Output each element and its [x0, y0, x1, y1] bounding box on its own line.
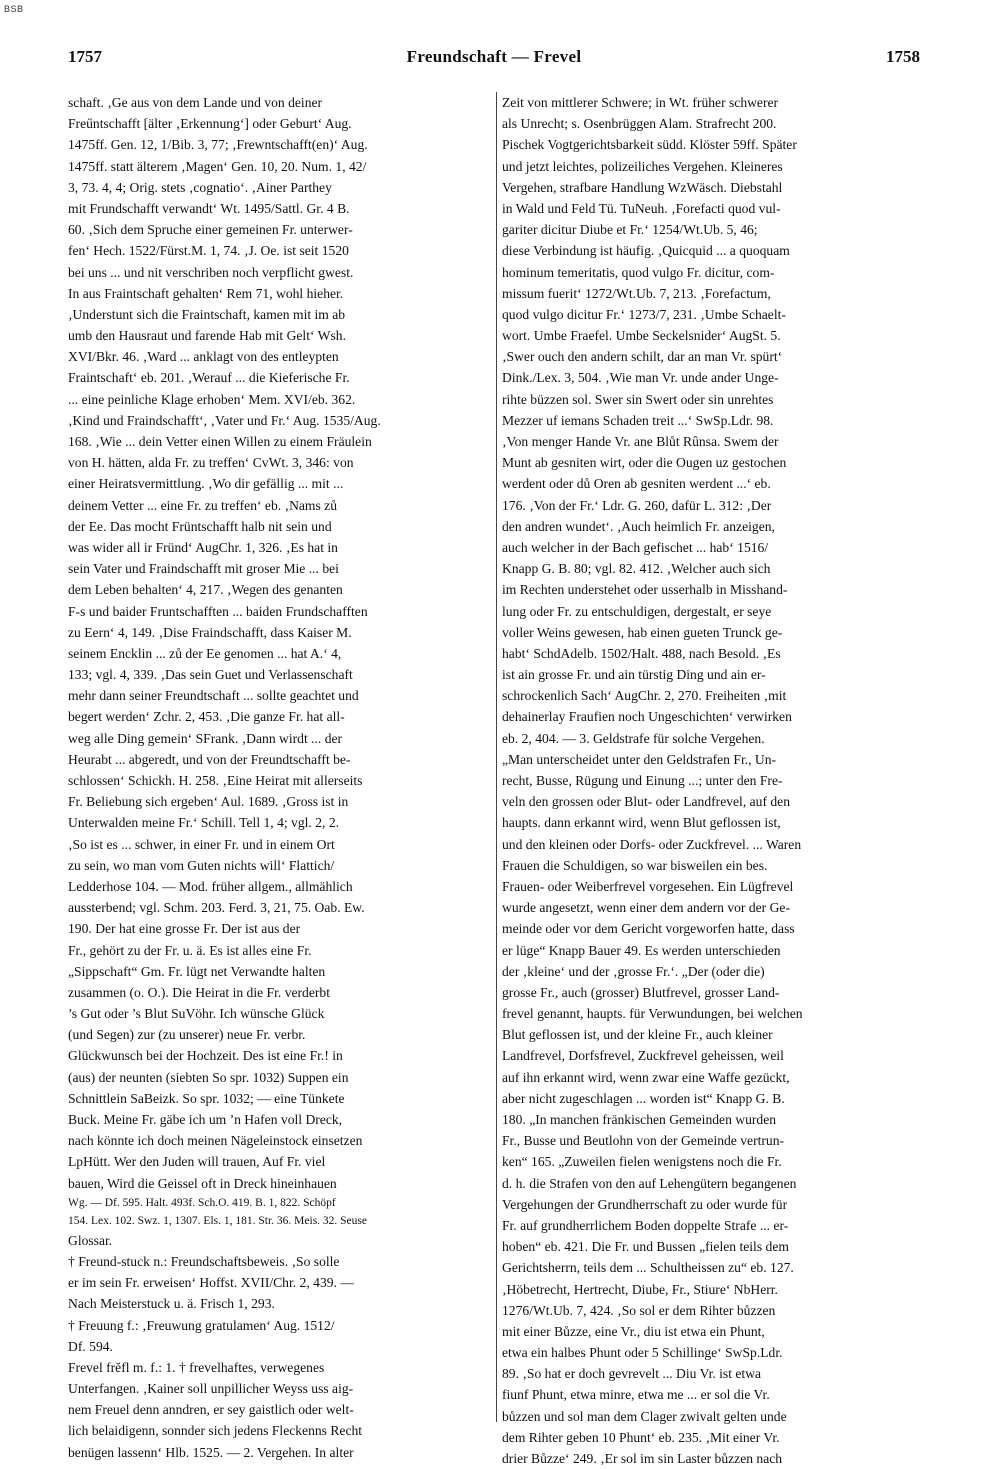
- text-line: 190. Der hat eine grosse Fr. Der ist aus der: [68, 921, 301, 937]
- text-line: meinde oder vor dem Gericht vorgeworfen hatte, dass: [502, 921, 795, 937]
- text-line: der ‚kleine‘ und der ‚grosse Fr.‘. „Der (oder die): [502, 963, 765, 979]
- text-line: rihte büzzen sol. Swer sin Swert oder sin unrehtes: [502, 391, 774, 407]
- text-line: habt‘ SchdAdelb. 1502/Halt. 488, nach Besold. ‚Es: [502, 645, 781, 661]
- text-line: (und Segen) zur (zu unserer) neue Fr. verbr.: [68, 1027, 306, 1043]
- text-line: „Man unterscheidet unter den Geldstrafen Fr., Un-: [502, 751, 777, 767]
- text-line: 133; vgl. 4, 339. ‚Das sein Guet und Verlassenschaft: [68, 667, 353, 683]
- text-line: † Freund-stuck n.: Freundschaftsbeweis. ‚So solle: [68, 1253, 340, 1269]
- text-line: 89. ‚So hat er doch gevrevelt ... Diu Vr. ist etwa: [502, 1366, 762, 1382]
- text-line: zu sein, wo man vom Guten nichts will‘ Flattich/: [68, 857, 335, 873]
- text-line: F-s und baider Fruntschafften ... baiden Frundschafften: [68, 603, 368, 619]
- text-line: fiunf Phunt, etwa minre, etwa me ... er sol die Vr.: [502, 1387, 770, 1403]
- text-line: Glückwunsch bei der Hochzeit. Des ist eine Fr.! in: [68, 1048, 343, 1064]
- text-line: werdent oder dů Oren ab gesniten werdent ...‘ eb.: [502, 476, 771, 492]
- text-line: Wg. — Df. 595. Halt. 493f. Sch.O. 419. B. 1, 822. Schöpf: [68, 1196, 336, 1209]
- text-line: wurde angesetzt, wenn einer dem andern vor der Ge-: [502, 900, 790, 916]
- text-line: 1276/Wt.Ub. 7, 424. ‚So sol er dem Rihter bůzzen: [502, 1302, 776, 1318]
- text-line: zusammen (o. O.). Die Heirat in die Fr. verderbt: [68, 984, 330, 1000]
- text-line: Knapp G. B. 80; vgl. 82. 412. ‚Welcher auch sich: [502, 561, 771, 577]
- text-line: 1475ff. Gen. 12, 1/Bib. 3, 77; ‚Frewntschafft(en)‘ Aug.: [68, 137, 368, 153]
- text-line: ken“ 165. „Zuweilen fielen wenigstens noch die Fr.: [502, 1154, 782, 1170]
- text-line: ‚Von menger Hande Vr. ane Blůt Rûnsa. Swem der: [502, 434, 779, 449]
- text-line: 60. ‚Sich dem Spruche einer gemeinen Fr. unterwer-: [68, 222, 353, 238]
- text-line: begert werden‘ Zchr. 2, 453. ‚Die ganze Fr. hat all-: [68, 709, 345, 725]
- text-line: ‚Understunt sich die Fraintschaft, kamen mit im ab: [68, 306, 346, 322]
- text-line: der Ee. Das mocht Früntschafft halb nit sein und: [68, 518, 332, 534]
- text-line: in Wald und Feld Tü. TuNeuh. ‚Forefacti quod vul-: [502, 200, 781, 216]
- text-line: den andren wundet‘. ‚Auch heimlich Fr. anzeigen,: [502, 518, 775, 534]
- left-column: [68, 92, 492, 1463]
- text-line: Df. 594.: [68, 1338, 113, 1354]
- text-line: zu Eern‘ 4, 149. ‚Dise Fraindschafft, dass Kaiser M.: [68, 624, 352, 640]
- text-line: lich belaidigenn, sonnder sich jedens Fleckenns Recht: [68, 1423, 363, 1439]
- library-stamp: BSB: [4, 4, 24, 14]
- text-line: Ledderhose 104. — Mod. früher allgem., allmählich: [68, 878, 353, 894]
- right-column: [502, 92, 926, 1469]
- text-line: 168. ‚Wie ... dein Vetter einen Willen zu einem Fräulein: [68, 434, 372, 449]
- text-line: Frevel frĕfl m. f.: 1. † frevelhaftes, verwegenes: [68, 1359, 325, 1375]
- left-page-number: 1757: [68, 47, 102, 66]
- text-line: dem Rihter geben 10 Phunt‘ eb. 235. ‚Mit einer Vr.: [502, 1429, 780, 1445]
- text-line: aber nicht zugeschlagen ... worden ist“ Knapp G. B.: [502, 1090, 785, 1106]
- text-line: ‚Swer ouch den andern schilt, dar an man Vr. spürt‘: [502, 349, 783, 365]
- text-line: Zeit von mittlerer Schwere; in Wt. früher schwerer: [502, 95, 779, 110]
- text-line: Dink./Lex. 3, 504. ‚Wie man Vr. unde ander Unge-: [502, 370, 779, 386]
- text-line: haupts. dann erkannt wird, wenn Blut geflossen ist,: [502, 815, 781, 831]
- text-line: mehr dann seiner Freundtschaft ... sollte geachtet und: [68, 688, 359, 704]
- text-line: Fr. auf grundherrlichem Boden doppelte Strafe ... er-: [502, 1217, 789, 1233]
- text-line: und jetzt leichtes, polizeiliches Vergehen. Kleineres: [502, 158, 783, 174]
- text-line: Frauen die Schuldigen, so war bisweilen ein bes.: [502, 857, 768, 873]
- text-line: Vergehen, strafbare Handlung WzWäsch. Diebstahl: [502, 179, 783, 195]
- text-line: Mezzer uf iemans Schaden treit ...‘ SwSp.Ldr. 98.: [502, 412, 774, 428]
- text-line: einer Heiratsvermittlung. ‚Wo dir gefällig ... mit ...: [68, 476, 344, 492]
- text-line: bei uns ... und nit verschriben noch verpflicht gwest.: [68, 264, 354, 280]
- text-line: nach könnte ich doch meinen Nägeleinstock einsetzen: [68, 1133, 363, 1149]
- text-line: seinem Encklin ... zů der Ee genomen ... hat A.‘ 4,: [68, 645, 342, 661]
- text-line: bůzzen und sol man dem Clager zwivalt gelten unde: [502, 1408, 787, 1424]
- text-line: auch welcher in der Bach gefischet ... hab‘ 1516/: [502, 539, 769, 555]
- text-line: Unterfangen. ‚Kainer soll unpillicher Weyss uss aig-: [68, 1381, 354, 1397]
- text-line: und den kleinen oder Dorfs- oder Zuckfrevel. ... Waren: [502, 836, 802, 852]
- page-header: [68, 42, 920, 72]
- text-line: 176. ‚Von der Fr.‘ Ldr. G. 260, dafür L. 312: ‚Der: [502, 497, 772, 513]
- text-line: ist ain grosse Fr. und ain türstig Ding und ain er-: [502, 667, 766, 683]
- text-line: schlossen‘ Schickh. H. 258. ‚Eine Heirat mit allerseits: [68, 773, 363, 788]
- text-line: lung oder Fr. zu entschuldigen, dergestalt, er seye: [502, 603, 772, 619]
- text-line: Fr., Busse und Beutlohn von der Gemeinde vertrun-: [502, 1133, 785, 1149]
- text-line: 3, 73. 4, 4; Orig. stets ‚cognatio‘. ‚Ainer Parthey: [68, 179, 332, 195]
- text-line: Blut geflossen ist, und der kleine Fr., auch kleiner: [502, 1027, 773, 1043]
- dictionary-columns: [68, 92, 920, 1466]
- text-line: ... eine peinliche Klage erhoben‘ Mem. XVI/eb. 362.: [68, 391, 356, 407]
- text-line: veln den grossen oder Blut- oder Landfrevel, auf den: [502, 794, 791, 810]
- text-line: quod vulgo dicitur Fr.‘ 1273/7, 231. ‚Umbe Schaelt-: [502, 306, 786, 322]
- text-line: im Rechten understehet oder usserhalb in Misshand-: [502, 582, 788, 598]
- text-line: diese Verbindung ist häufig. ‚Quicquid ... a quoquam: [502, 243, 790, 259]
- text-line: fen‘ Hech. 1522/Fürst.M. 1, 74. ‚J. Oe. ist seit 1520: [68, 243, 349, 259]
- text-line: wort. Umbe Fraefel. Umbe Seckelsnider‘ AugSt. 5.: [502, 328, 781, 344]
- text-line: Pischek Vogtgerichtsbarkeit südd. Klöster 59ff. Später: [502, 137, 797, 153]
- text-line: recht, Busse, Rügung und Einung ...; unter den Fre-: [502, 773, 783, 788]
- text-line: mit einer Bůzze, eine Vr., diu ist etwa ein Phunt,: [502, 1323, 765, 1339]
- text-line: ‚Höbetrecht, Hertrecht, Diube, Fr., Stiure‘ NbHerr.: [502, 1281, 778, 1297]
- text-line: hoben“ eb. 421. Die Fr. und Bussen „fielen teils dem: [502, 1239, 789, 1255]
- text-line: als Unrecht; s. Osenbrüggen Alam. Strafrecht 200.: [502, 116, 777, 132]
- text-line: bauen, Wird die Geissel oft in Dreck hineinhauen: [68, 1175, 337, 1191]
- text-line: was wider all ir Fründ‘ AugChr. 1, 326. ‚Es hat in: [68, 539, 338, 555]
- text-line: deinem Vetter ... eine Fr. zu treffen‘ eb. ‚Nams zů: [68, 497, 338, 513]
- text-line: hominum temeritatis, quod vulgo Fr. dicitur, com-: [502, 264, 775, 280]
- text-line: (aus) der neunten (siebten So spr. 1032) Suppen ein: [68, 1069, 349, 1085]
- text-line: voller Weins gewesen, hab einen gueten Trunck ge-: [502, 624, 783, 640]
- text-line: grosse Fr., auch (grosser) Blutfrevel, grosser Land-: [502, 984, 780, 1000]
- text-line: Fr., gehört zu der Fr. u. ä. Es ist alles eine Fr.: [68, 942, 312, 958]
- text-line: Vergehungen der Grundherrschaft zu oder wurde für: [502, 1196, 788, 1212]
- text-line: Munt ab gesniten wirt, oder die Ougen uz gestochen: [502, 455, 787, 471]
- right-page-number: 1758: [886, 47, 920, 66]
- text-line: nem Freuel denn anndren, er sey gaistlich oder welt-: [68, 1402, 354, 1418]
- text-line: d. h. die Strafen von den auf Lehengütern begangenen: [502, 1175, 797, 1191]
- text-line: 154. Lex. 102. Swz. 1, 1307. Els. 1, 181. Str. 36. Meis. 32. Seuse: [68, 1214, 367, 1227]
- text-line: 180. „In manchen fränkischen Gemeinden wurden: [502, 1112, 777, 1127]
- text-line: Fr. Beliebung sich ergeben‘ Aul. 1689. ‚Gross ist in: [68, 794, 349, 810]
- text-line: ‚So ist es ... schwer, in einer Fr. und in einem Ort: [68, 836, 335, 852]
- text-line: ‚Kind und Fraindschafft‘, ‚Vater und Fr.‘ Aug. 1535/Aug.: [68, 412, 381, 428]
- text-line: LpHütt. Wer den Juden will trauen, Auf Fr. viel: [68, 1154, 326, 1170]
- text-line: Nach Meisterstuck u. ä. Frisch 1, 293.: [68, 1296, 275, 1312]
- text-line: In aus Fraintschaft gehalten‘ Rem 71, wohl hieher.: [68, 285, 344, 301]
- text-line: umb den Hausraut und farende Hab mit Gelt‘ Wsh.: [68, 328, 346, 344]
- text-line: 1475ff. statt älterem ‚Magen‘ Gen. 10, 20. Num. 1, 42/: [68, 158, 367, 174]
- text-line: Landfrevel, Dorfsfrevel, Zuckfrevel geheissen, weil: [502, 1048, 784, 1064]
- text-line: missum fuerit‘ 1272/Wt.Ub. 7, 213. ‚Forefactum,: [502, 285, 771, 301]
- text-line: Glossar.: [68, 1232, 113, 1248]
- text-line: schaft. ‚Ge aus von dem Lande und von deiner: [68, 95, 323, 110]
- text-line: Buck. Meine Fr. gäbe ich um ’n Hafen voll Dreck,: [68, 1112, 343, 1127]
- text-line: drier Bůzze‘ 249. ‚Er sol im sin Laster bůzzen nach: [502, 1451, 783, 1466]
- text-line: er lüge“ Knapp Bauer 49. Es werden unterschieden: [502, 942, 781, 958]
- text-line: er im sein Fr. erweisen‘ Hoffst. XVII/Chr. 2, 439. —: [68, 1275, 354, 1291]
- text-line: benügen lassenn‘ Hlb. 1525. — 2. Vergehen. In alter: [68, 1444, 354, 1460]
- text-line: aussterbend; vgl. Schm. 203. Ferd. 3, 21, 75. Oab. Ew.: [68, 900, 365, 916]
- text-line: dem Leben behalten‘ 4, 217. ‚Wegen des genanten: [68, 582, 343, 598]
- column-rule: [496, 92, 497, 1422]
- text-line: Heurabt ... abgeredt, und von der Freundtschafft be-: [68, 751, 351, 767]
- text-line: gariter dicitur Diube et Fr.‘ 1254/Wt.Ub. 5, 46;: [502, 222, 758, 238]
- text-line: Frauen- oder Weiberfrevel vorgesehen. Ein Lügfrevel: [502, 878, 794, 894]
- text-line: Gerichtsherrn, teils dem ... Schultheissen zu“ eb. 127.: [502, 1260, 794, 1276]
- text-line: von H. hätten, alda Fr. zu treffen‘ CvWt. 3, 346: von: [68, 455, 354, 471]
- text-line: Unterwalden meine Fr.‘ Schill. Tell 1, 4; vgl. 2, 2.: [68, 815, 340, 831]
- text-line: Fraintschaft‘ eb. 201. ‚Werauf ... die Kieferische Fr.: [68, 370, 350, 386]
- text-line: mit Frundschafft verwandt‘ Wt. 1495/Sattl. Gr. 4 B.: [68, 200, 350, 216]
- text-line: XVI/Bkr. 46. ‚Ward ... anklagt von des entleypten: [68, 349, 339, 365]
- text-line: Schnittlein SaBeizk. So spr. 1032; — eine Tünkete: [68, 1090, 345, 1106]
- text-line: auf ihn erkannt wird, wenn zwar eine Waffe gezückt,: [502, 1069, 790, 1085]
- text-line: eb. 2, 404. — 3. Geldstrafe für solche Vergehen.: [502, 730, 765, 746]
- text-line: ’s Gut oder ’s Blut SuVöhr. Ich wünsche Glück: [68, 1006, 325, 1022]
- text-line: schrockenlich Sach‘ AugChr. 2, 270. Freiheiten ‚mit: [502, 688, 787, 704]
- text-line: weg alle Ding gemein‘ SFrank. ‚Dann wirdt ... der: [68, 730, 343, 746]
- text-line: „Sippschaft“ Gm. Fr. lügt net Verwandte halten: [68, 963, 326, 979]
- text-line: sein Vater und Fraindschafft mit groser Mie ... bei: [68, 561, 339, 577]
- text-line: † Freuung f.: ‚Freuwung gratulamen‘ Aug. 1512/: [68, 1317, 335, 1333]
- text-line: Freűntschafft [älter ‚Erkennung‘] oder Geburt‘ Aug.: [68, 116, 352, 132]
- running-title: Freundschaft — Frevel: [406, 47, 582, 66]
- text-line: etwa ein halbes Phunt oder 5 Schillinge‘ SwSp.Ldr.: [502, 1345, 783, 1361]
- text-line: dehainerlay Fraufien noch Ungeschichten‘ verwirken: [502, 709, 792, 725]
- text-line: frevel genannt, haupts. für Verwundungen, bei welchen: [502, 1006, 803, 1022]
